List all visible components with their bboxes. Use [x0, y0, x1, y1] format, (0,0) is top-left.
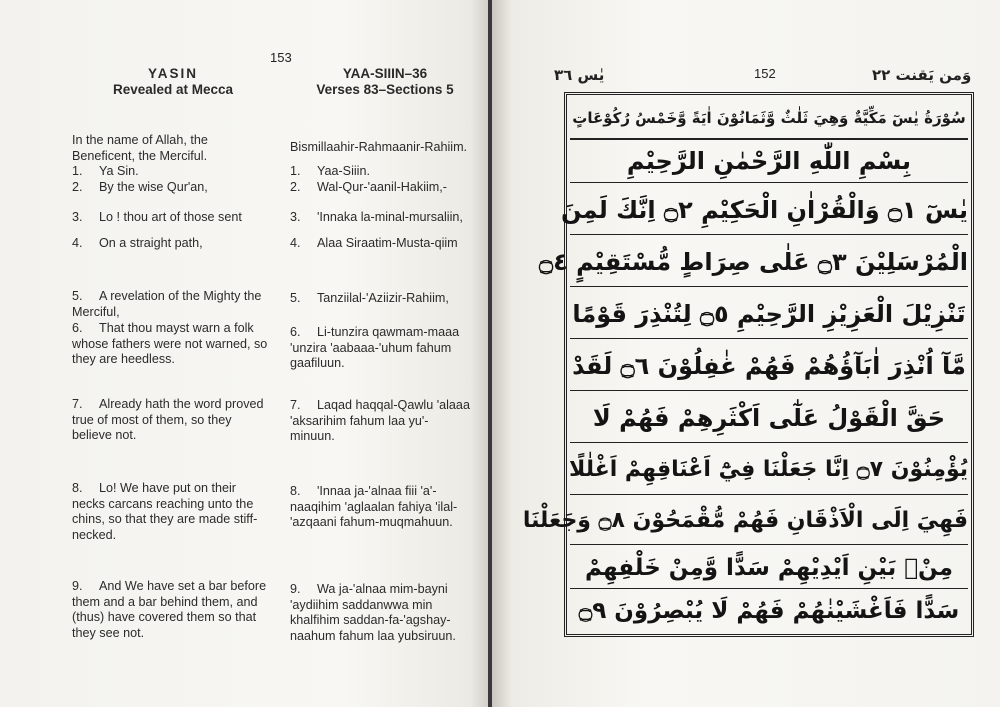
- verse-number: 3.: [290, 210, 301, 224]
- juz-label: وَمن يَقنت ٢٢: [872, 66, 972, 84]
- transliteration-verse: [290, 582, 470, 644]
- page-number: 153: [270, 50, 292, 65]
- transliteration-verse: [290, 236, 470, 252]
- english-verse: [72, 180, 268, 196]
- verse-text: Yaa-Siiin.: [317, 164, 370, 178]
- verse-number: 7.: [290, 398, 301, 412]
- english-verse: [72, 210, 268, 226]
- transliteration-verse: [290, 325, 470, 372]
- verse-text: Wal-Qur-'aanil-Hakiim,-: [317, 180, 447, 194]
- verse-number: 1.: [72, 164, 83, 178]
- verse-number: 3.: [72, 210, 83, 224]
- verse-text: Bismillaahir-Rahmaanir-Rahiim.: [290, 140, 468, 154]
- verse-text: Li-tunzira qawmam-maaa 'unzira 'aabaaa-'uhum fahum gaafiluun.: [290, 325, 460, 370]
- transliteration-verse: [290, 164, 470, 180]
- verse-text: Lo! We have put on their necks carcans reaching unto the chins, so that they are made stiff-necked.: [72, 481, 258, 542]
- quran-line: مِنْۢ بَيْنِ اَيْدِيْهِمْ سَدًّا وَّمِنْ خَلْفِهِمْ: [570, 546, 968, 589]
- verse-number: 6.: [72, 321, 83, 335]
- verse-text: Tanziilal-'Aziizir-Rahiim,: [317, 291, 449, 305]
- verse-number: 5.: [290, 291, 301, 305]
- quran-line: يُؤْمِنُوْنَ ۝٧ اِنَّا جَعَلْنَا فِيْٓ اَعْنَاقِهِمْ اَغْلٰلًا: [570, 444, 968, 495]
- surah-header-text: سُوْرَةُ يٰسٓ مَكِّيَّةٌ وَهِيَ ثَلٰثٌ وَّثَمَانُوْنَ اٰيَةً وَّخَمْسُ رُكُوْعَاتٍ: [572, 109, 966, 127]
- verse-text: 'Innaa ja-'alnaa fiii 'a'-naaqihim 'aglaalan fahiya 'ilal-'azqaani fahum-muqmahuun.: [290, 484, 458, 529]
- verse-text: Ya Sin.: [99, 164, 139, 178]
- verse-number: 4.: [290, 236, 301, 250]
- verse-text: Wa ja-'alnaa mim-bayni 'aydiihim saddanwwa min khalfihim saddan-fa-'agshay-naahum fahum laa yubsiruun.: [290, 582, 456, 643]
- verse-text: On a straight path,: [99, 236, 203, 250]
- surah-translit-name: YAA-SIIIN–36: [342, 66, 428, 81]
- verse-number: 8.: [72, 481, 83, 495]
- quran-line: مَّآ اُنْذِرَ اٰبَآؤُهُمْ فَهُمْ غٰفِلُوْنَ ۝٦ لَقَدْ: [570, 340, 968, 391]
- quran-line: الْمُرْسَلِيْنَ ۝٣ عَلٰى صِرَاطٍ مُّسْتَقِيْمٍ ۝٤: [570, 236, 968, 287]
- english-verse: [72, 481, 268, 543]
- quran-line: سَدًّا فَاَغْشَيْنٰهُمْ فَهُمْ لَا يُبْصِرُوْنَ ۝٩: [578, 598, 960, 624]
- verse-count: Verses 83–Sections 5: [316, 82, 454, 97]
- verse-number: 4.: [72, 236, 83, 250]
- english-verse: [72, 289, 268, 320]
- verse-number: 2.: [72, 180, 83, 194]
- quran-line: حَقَّ الْقَوْلُ عَلٰٓى اَكْثَرِهِمْ فَهُمْ لَا: [570, 392, 968, 443]
- english-verse: [72, 321, 268, 368]
- verse-number: 6.: [290, 325, 301, 339]
- revelation-place: Revealed at Mecca: [112, 82, 234, 97]
- transliteration-verse: [290, 180, 470, 196]
- verse-number: 2.: [290, 180, 301, 194]
- verse-number: 1.: [290, 164, 301, 178]
- right-page: [492, 0, 1000, 707]
- verse-number: 9.: [290, 582, 301, 596]
- surah-label: يٰس ٣٦: [554, 66, 605, 84]
- bismillah-line: بِسْمِ اللّٰهِ الرَّحْمٰنِ الرَّحِيْمِ: [570, 140, 968, 183]
- verse-text: Alaa Siraatim-Musta-qiim: [317, 236, 458, 250]
- english-verse: [72, 397, 268, 444]
- quran-line: يٰسٓ ۝١ وَالْقُرْاٰنِ الْحَكِيْمِ ۝٢ اِنَّكَ لَمِنَ: [570, 184, 968, 235]
- english-verse: [72, 236, 268, 252]
- verse-text: By the wise Qur'an,: [99, 180, 208, 194]
- verse-text: Already hath the word proved true of most of them, so they believe not.: [72, 397, 264, 442]
- transliteration-verse: [290, 398, 470, 445]
- english-verse: [72, 579, 268, 641]
- verse-text: In the name of Allah, the Beneficent, the Merciful.: [72, 133, 208, 163]
- transliteration-verse: [290, 210, 470, 226]
- verse-text: A revelation of the Mighty the Merciful,: [72, 289, 262, 319]
- verse-number: 5.: [72, 289, 83, 303]
- verse-text: That thou mayst warn a folk whose fathers were not warned, so they are heedless.: [72, 321, 268, 366]
- verse-number: 8.: [290, 484, 301, 498]
- english-heading: [78, 66, 268, 98]
- english-verse: [72, 164, 268, 180]
- verse-text: Lo ! thou art of those sent: [99, 210, 242, 224]
- surah-name: YASIN: [147, 66, 199, 81]
- verse-text: 'Innaka la-minal-mursaliin,: [317, 210, 463, 224]
- transliteration-verse: [290, 140, 470, 156]
- verse-text: Laqad haqqal-Qawlu 'alaaa 'aksarihim fahum laa yu'-minuun.: [290, 398, 470, 443]
- page-number: 152: [754, 66, 776, 81]
- quran-line: تَنْزِيْلَ الْعَزِيْزِ الرَّحِيْمِ ۝٥ لِتُنْذِرَ قَوْمًا: [570, 288, 968, 339]
- transliteration-heading: [290, 66, 480, 98]
- verse-number: 9.: [72, 579, 83, 593]
- verse-text: And We have set a bar before them and a bar behind them, and (thus) have covered them so that they see not.: [72, 579, 267, 640]
- surah-header-band: [570, 98, 968, 140]
- english-verse: [72, 133, 268, 164]
- verse-number: 7.: [72, 397, 83, 411]
- left-page: [0, 0, 490, 707]
- transliteration-verse: [290, 291, 470, 307]
- transliteration-verse: [290, 484, 470, 531]
- quran-line: فَهِيَ اِلَى الْاَذْقَانِ فَهُمْ مُّقْمَحُوْنَ ۝٨ وَجَعَلْنَا: [570, 496, 968, 545]
